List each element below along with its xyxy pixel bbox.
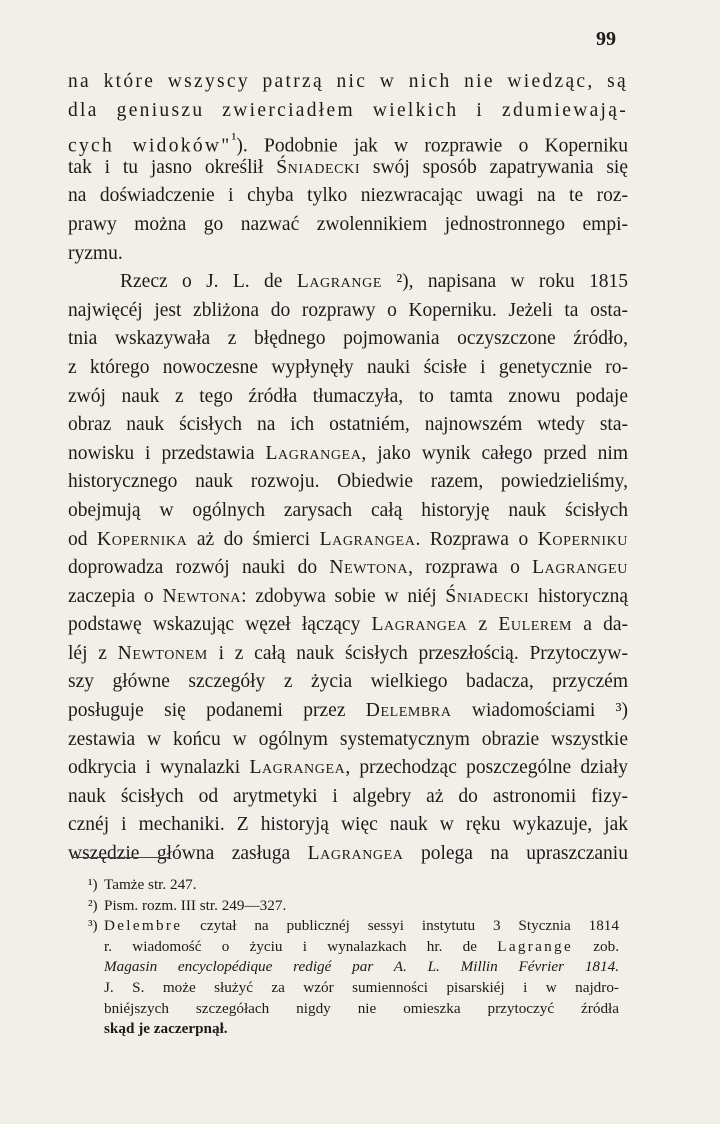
text-line: podstawę wskazując węzeł łączący Lagrangea z Eulerem a da- bbox=[68, 614, 628, 636]
text-line: wszędzie główna zasługa Lagrangea polega na upraszczaniu bbox=[68, 843, 628, 865]
text-line: zwój nauk z tego źródła tłumaczyła, to tamta znowu podaje bbox=[68, 385, 628, 407]
footnote-3-line: bniéjszych szczegółach nigdy nie omieszka przytoczyć źródła bbox=[104, 999, 619, 1017]
text-line: obraz nauk ścisłych na ich ostatniém, najnowszém wtedy sta- bbox=[68, 414, 628, 436]
footnote-3-line: skąd je zaczerpnął. bbox=[104, 1020, 228, 1038]
text-line: prawy można go nazwać zwolennikiem jednostronnego empi- bbox=[68, 213, 628, 235]
text-line: tak i tu jasno określił Śniadecki swój sposób zapatrywania się bbox=[68, 156, 628, 178]
text-line: doprowadza rozwój nauki do Newtona, rozprawa o Lagrangeu bbox=[68, 557, 628, 579]
footnote-separator bbox=[72, 857, 170, 858]
text-line: zestawia w końcu w ogólnym systematycznym obrazie wszystkie bbox=[68, 728, 628, 750]
footnotes bbox=[88, 875, 619, 1040]
text-line: obejmują w ogólnych zarysach całą historyję nauk ścisłych bbox=[68, 499, 628, 521]
text-line: z którego nowoczesne wypłynęły nauki ścisłe i genetycznie ro- bbox=[68, 356, 628, 378]
footnote-3: ³) Delembre czytał na publicznéj sessyi instytutu 3 Stycznia 1814 bbox=[88, 917, 619, 935]
text-line: cznéj i mechaniki. Z historyją więc nauk w ręku wykazuje, jak bbox=[68, 814, 628, 836]
text-line: od Kopernika aż do śmierci Lagrangea. Rozprawa o Koperniku bbox=[68, 528, 628, 550]
text-line: Rzecz o J. L. de Lagrange ²), napisana w roku 1815 bbox=[120, 271, 628, 293]
footnote-3-line: J. S. może służyć za wzór sumienności pisarskiéj i w najdro- bbox=[104, 978, 619, 996]
main-text bbox=[68, 68, 628, 869]
page-number: 99 bbox=[596, 28, 616, 50]
author-name: Śniadecki bbox=[276, 156, 361, 178]
footnote-3-line: Magasin encyclopédique redigé par A. L. Millin Février 1814. bbox=[104, 958, 619, 976]
text-line: dla geniuszu zwierciadłem wielkich i zdumiewają- bbox=[68, 99, 628, 121]
text-line: najwięcéj jest zbliżona do rozprawy o Koperniku. Jeżeli ta osta- bbox=[68, 299, 628, 321]
text-line: ryzmu. bbox=[68, 242, 123, 264]
footnote-1: ¹) Tamże str. 247. bbox=[88, 876, 197, 893]
text-line: szy główne szczegóły z życia wielkiego badacza, przyczém bbox=[68, 671, 628, 693]
text-line: zaczepia o Newtona: zdobywa sobie w niéj Śniadecki historyczną bbox=[68, 585, 629, 607]
text-line: na doświadczenie i chyba tylko niezwracając uwagi na te roz- bbox=[68, 185, 628, 207]
text-line: posługuje się podanemi przez Delembra wiadomościami ³) bbox=[68, 700, 628, 722]
text-line: na które wszyscy patrzą nic w nich nie wiedząc, są bbox=[68, 71, 628, 92]
text-line: historycznego nauk rozwoju. Obiedwie razem, powiedzieliśmy, bbox=[68, 471, 628, 493]
text-line: odkrycia i wynalazki Lagrangea, przechodząc poszczególne działy bbox=[68, 757, 628, 779]
footnote-2: ²) Pism. rozm. III str. 249—327. bbox=[88, 896, 287, 914]
text-line: léj z Newtonem i z całą nauk ścisłych przeszłością. Przytoczyw- bbox=[68, 642, 628, 664]
footnote-3-line: r. wiadomość o życiu i wynalazkach hr. de Lagrange zob. bbox=[104, 937, 619, 955]
text-line: cych widoków"$^{^1}$). Podobnie jak w rozprawie o Koperniku bbox=[68, 130, 628, 157]
text-line: nowisku i przedstawia Lagrangea, jako wynik całego przed nim bbox=[68, 442, 628, 464]
text-line: nauk ścisłych od arytmetyki i algebry aż do astronomii fizy- bbox=[68, 785, 628, 807]
text-line: tnia wskazywała z błędnego pojmowania oczyszczone źródło, bbox=[68, 328, 628, 350]
